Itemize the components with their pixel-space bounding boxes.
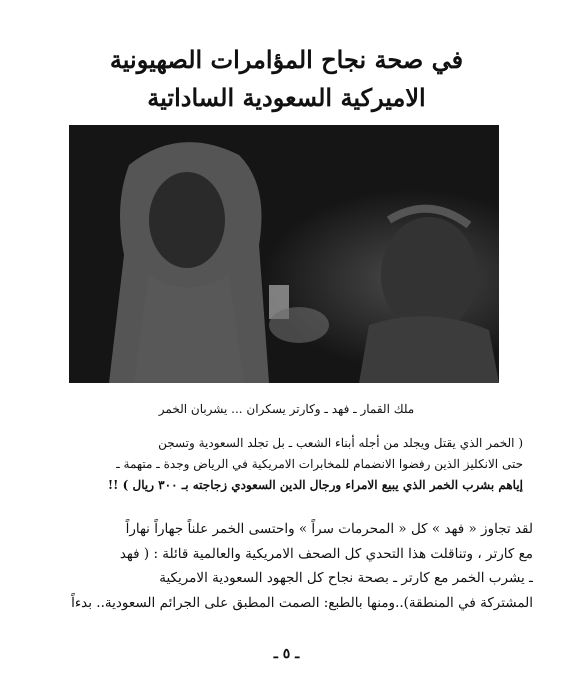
quote-block	[48, 433, 523, 496]
body-line: لقد تجاوز « فهد » كل « المحرمات سراً » واحتسى الخمر علناً جهاراً نهاراً	[125, 521, 533, 537]
quote-line: ( الخمر الذي يقتل ويجلد من أجله أبناء الشعب ـ بل تجلد السعودية وتسجن	[158, 436, 523, 450]
title-line-2: الاميركية السعودية الساداتية	[147, 83, 426, 112]
photo-caption: ملك القمار ـ فهد ـ وكارتر يسكران ... يشربان الخمر	[158, 402, 415, 416]
body-line: ـ يشرب الخمر مع كارتر ـ بصحة نجاح كل الجهود السعودية الامريكية	[159, 570, 533, 586]
photo-illustration	[69, 125, 499, 383]
body-line: مع كارتر ، وتناقلت هذا التحدي كل الصحف الامريكية والعالمية قائلة : ( فهد	[119, 545, 533, 562]
body-text	[40, 517, 533, 615]
photograph	[69, 125, 499, 383]
quote-line: حتى الانكليز الذين رفضوا الانضمام للمخابرات الامريكية في الرياض وجدة ـ متهمة ـ	[116, 457, 523, 471]
title-line-1: في صحة نجاح المؤامرات الصهيونية	[109, 45, 464, 74]
page-number: ـ ٥ ـ	[273, 646, 300, 662]
quote-line: إياهم بشرب الخمر الذي يبيع الامراء ورجال الدين السعودي زجاجته بـ ٣٠٠ ريال ) !!	[107, 478, 523, 492]
body-line: المشتركة في المنطقة)..ومنها بالطبع: الصمت المطبق على الجرائم السعودية.. بدءاً	[71, 594, 533, 611]
